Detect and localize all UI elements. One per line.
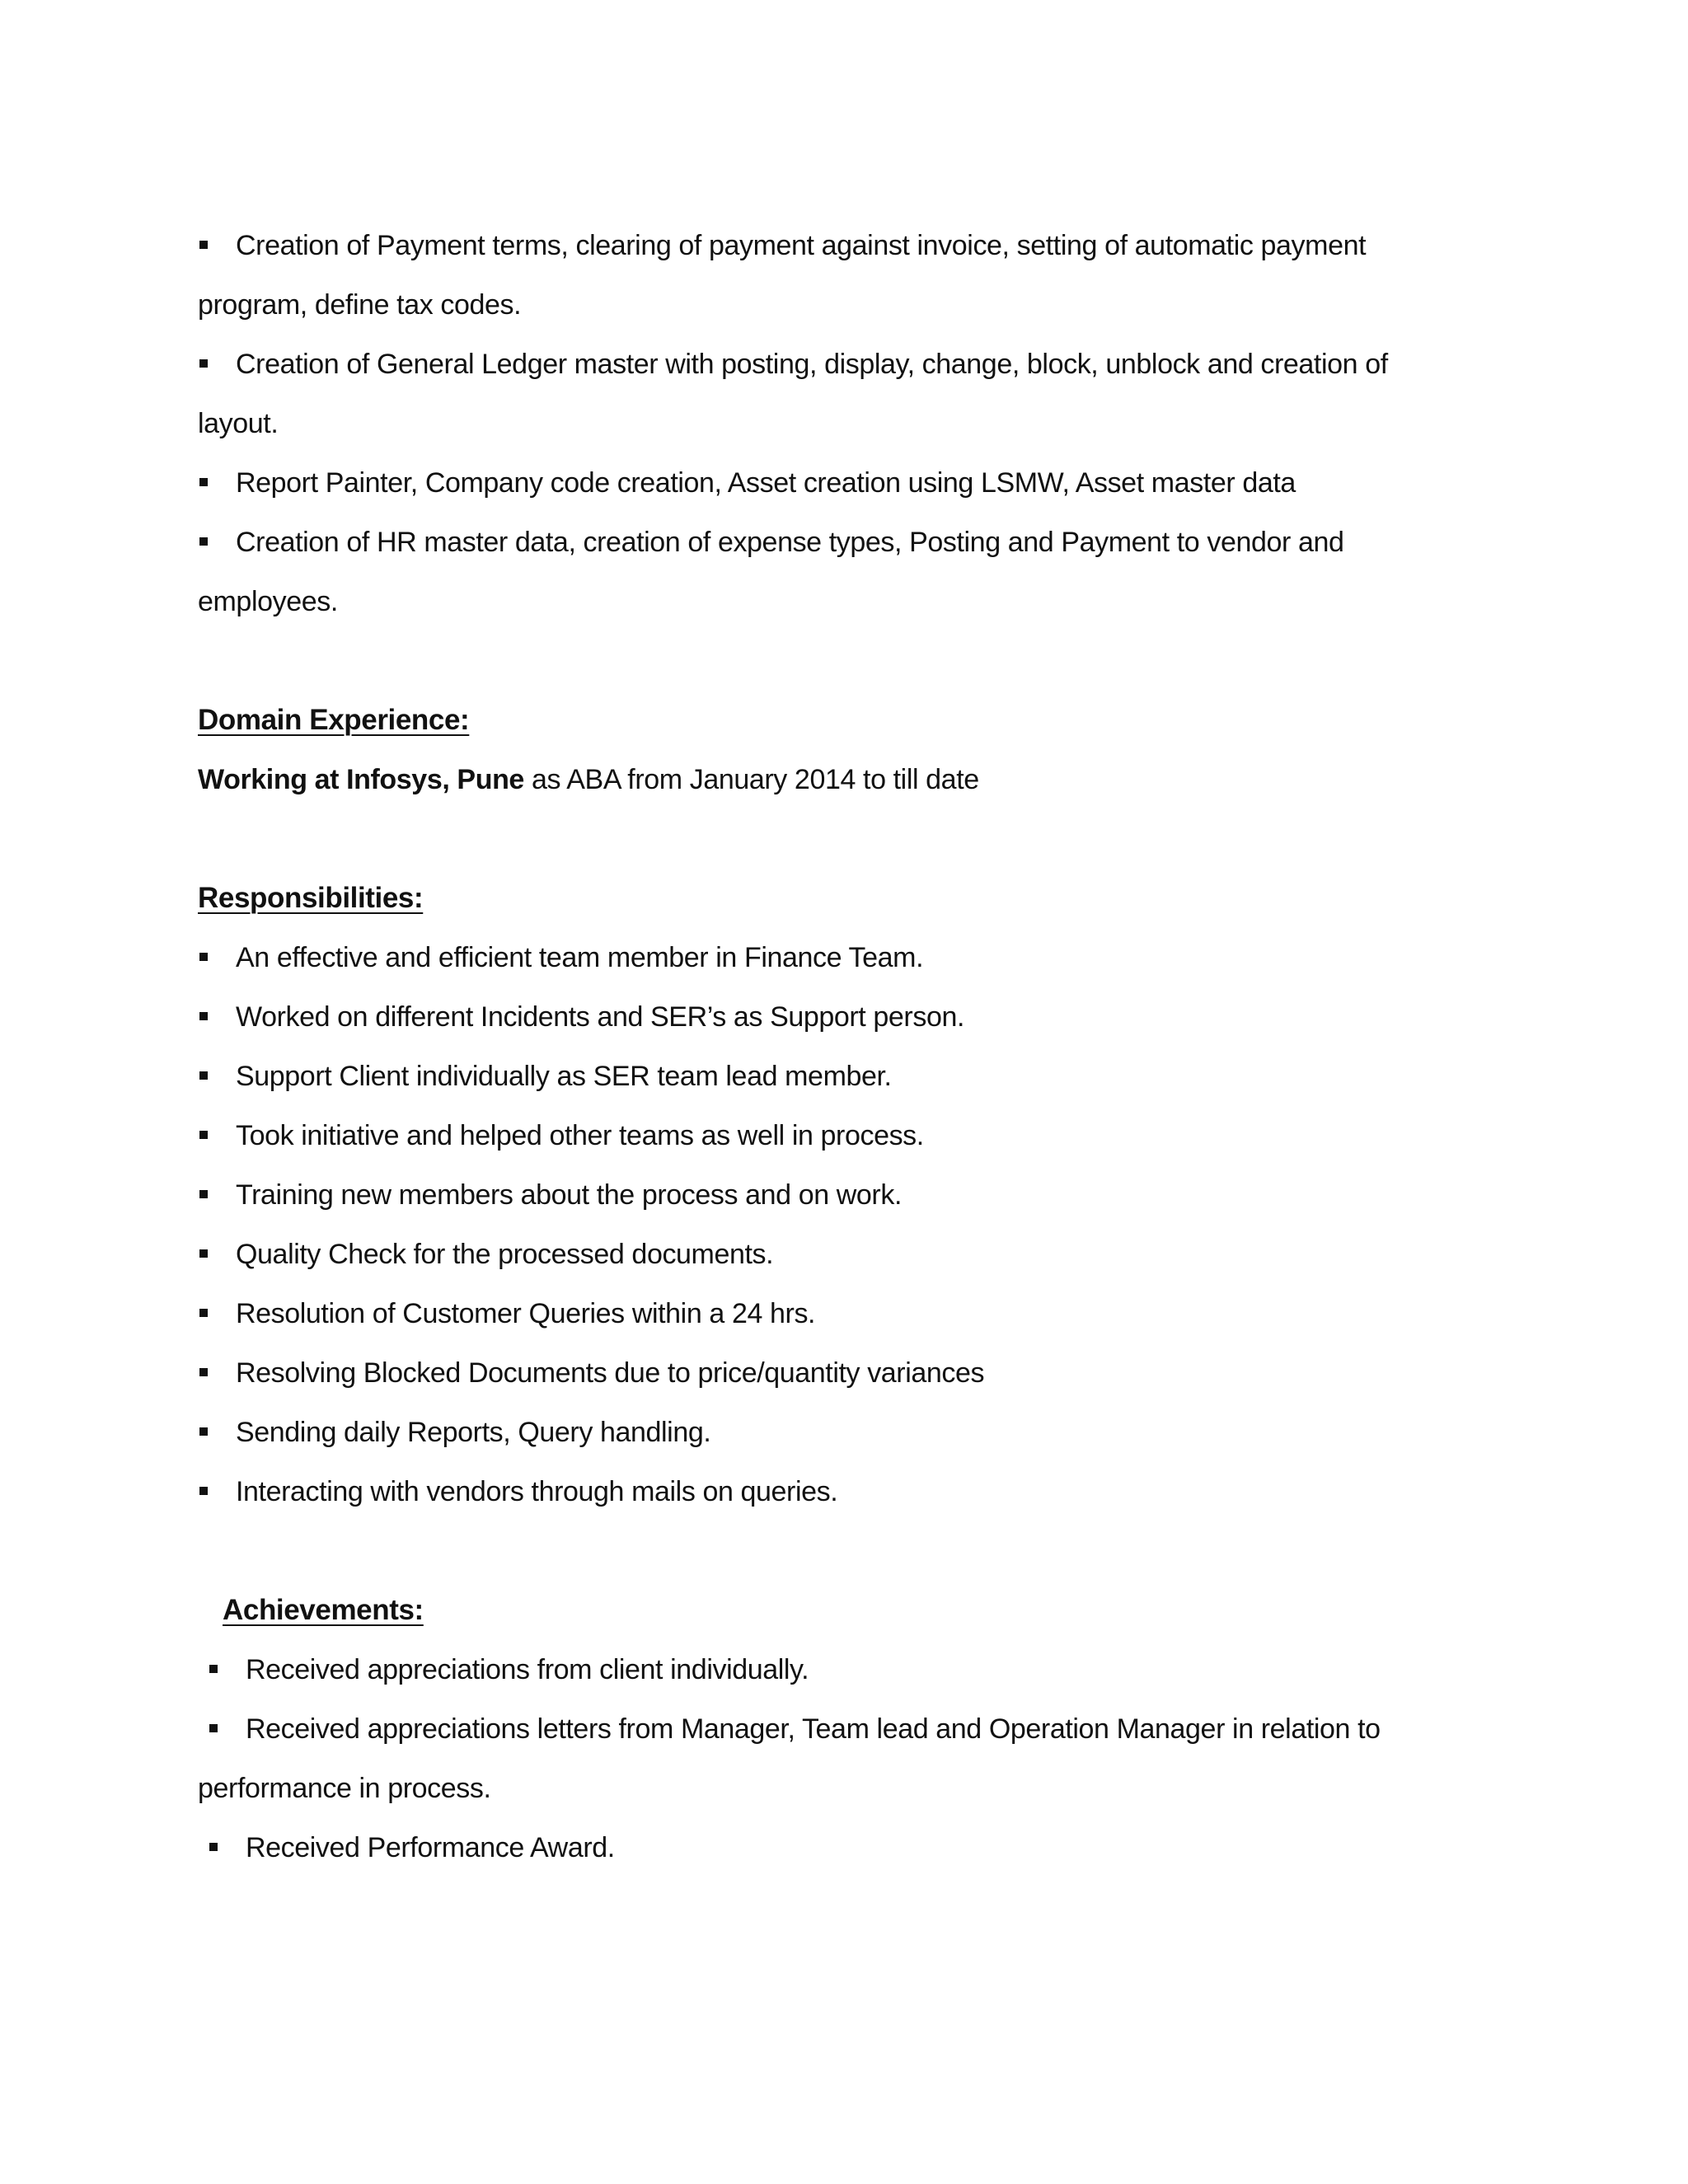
list-item-text: Interacting with vendors through mails on queries. xyxy=(236,1476,838,1507)
list-item-text: Support Client individually as SER team lead member. xyxy=(236,1061,892,1092)
list-item xyxy=(198,1343,1484,1403)
square-bullet-icon xyxy=(199,1487,208,1495)
list-item xyxy=(198,1047,1484,1106)
list-item-continuation: employees. xyxy=(198,586,338,617)
square-bullet-icon xyxy=(199,537,208,546)
list-item-continuation: performance in process. xyxy=(198,1773,491,1804)
list-item-text: Worked on different Incidents and SER’s as Support person. xyxy=(236,1001,965,1033)
list-item xyxy=(198,1818,1484,1877)
list-item xyxy=(198,335,1484,394)
list-item xyxy=(198,1106,1484,1165)
list-item xyxy=(198,1462,1484,1521)
list-item-text: Sending daily Reports, Query handling. xyxy=(236,1417,711,1448)
square-bullet-icon xyxy=(199,1131,208,1139)
spacer xyxy=(198,809,1484,869)
list-item xyxy=(198,987,1484,1047)
list-item xyxy=(198,1165,1484,1225)
list-item-text: Report Painter, Company code creation, Asset creation using LSMW, Asset master data xyxy=(236,467,1296,499)
list-item xyxy=(198,1699,1484,1759)
square-bullet-icon xyxy=(209,1843,218,1851)
responsibilities-list xyxy=(198,928,1484,1521)
list-item-continuation: layout. xyxy=(198,408,279,439)
square-bullet-icon xyxy=(199,1071,208,1080)
list-item-continuation: program, define tax codes. xyxy=(198,289,522,321)
list-item-text: Creation of General Ledger master with posting, display, change, block, unblock and creation of xyxy=(236,349,1388,380)
list-item xyxy=(198,1640,1484,1699)
resume-content xyxy=(198,216,1484,1877)
role-description: as ABA from January 2014 to till date xyxy=(523,764,979,795)
square-bullet-icon xyxy=(199,1309,208,1317)
square-bullet-icon xyxy=(199,1012,208,1020)
list-item xyxy=(198,1225,1484,1284)
list-item xyxy=(198,928,1484,987)
list-item-text: Creation of Payment terms, clearing of payment against invoice, setting of automatic payment xyxy=(236,230,1367,261)
work-experience-line xyxy=(198,750,1484,809)
square-bullet-icon xyxy=(209,1724,218,1732)
square-bullet-icon xyxy=(199,1368,208,1376)
skills-list xyxy=(198,216,1484,631)
list-item-text: Received appreciations from client individually. xyxy=(246,1654,809,1685)
spacer xyxy=(198,1521,1484,1581)
spacer xyxy=(198,631,1484,691)
square-bullet-icon xyxy=(199,1190,208,1198)
list-item-text: Training new members about the process and on work. xyxy=(236,1179,902,1211)
list-item xyxy=(198,1284,1484,1343)
list-item xyxy=(198,513,1484,572)
company-name: Working at Infosys, Pune xyxy=(198,764,524,795)
list-item-text: Quality Check for the processed documents. xyxy=(236,1239,774,1270)
square-bullet-icon xyxy=(209,1665,218,1673)
square-bullet-icon xyxy=(199,953,208,961)
list-item-text: Resolving Blocked Documents due to price/quantity variances xyxy=(236,1357,985,1389)
square-bullet-icon xyxy=(199,1427,208,1436)
list-item-text: Received appreciations letters from Manager, Team lead and Operation Manager in relation to xyxy=(246,1713,1381,1745)
square-bullet-icon xyxy=(199,359,208,368)
list-item-text: Creation of HR master data, creation of expense types, Posting and Payment to vendor and xyxy=(236,527,1344,558)
list-item xyxy=(198,216,1484,275)
achievements-section xyxy=(198,1581,1484,1877)
list-item xyxy=(198,453,1484,513)
responsibilities-heading: Responsibilities: xyxy=(198,882,424,914)
domain-experience-heading: Domain Experience: xyxy=(198,704,470,736)
list-item-text: An effective and efficient team member in Finance Team. xyxy=(236,942,924,973)
list-item-text: Resolution of Customer Queries within a 24 hrs. xyxy=(236,1298,816,1329)
list-item xyxy=(198,1403,1484,1462)
list-item-text: Received Performance Award. xyxy=(246,1832,615,1863)
achievements-heading: Achievements: xyxy=(223,1594,424,1626)
list-item-text: Took initiative and helped other teams as well in process. xyxy=(236,1120,924,1151)
square-bullet-icon xyxy=(199,241,208,249)
square-bullet-icon xyxy=(199,1249,208,1258)
square-bullet-icon xyxy=(199,478,208,486)
